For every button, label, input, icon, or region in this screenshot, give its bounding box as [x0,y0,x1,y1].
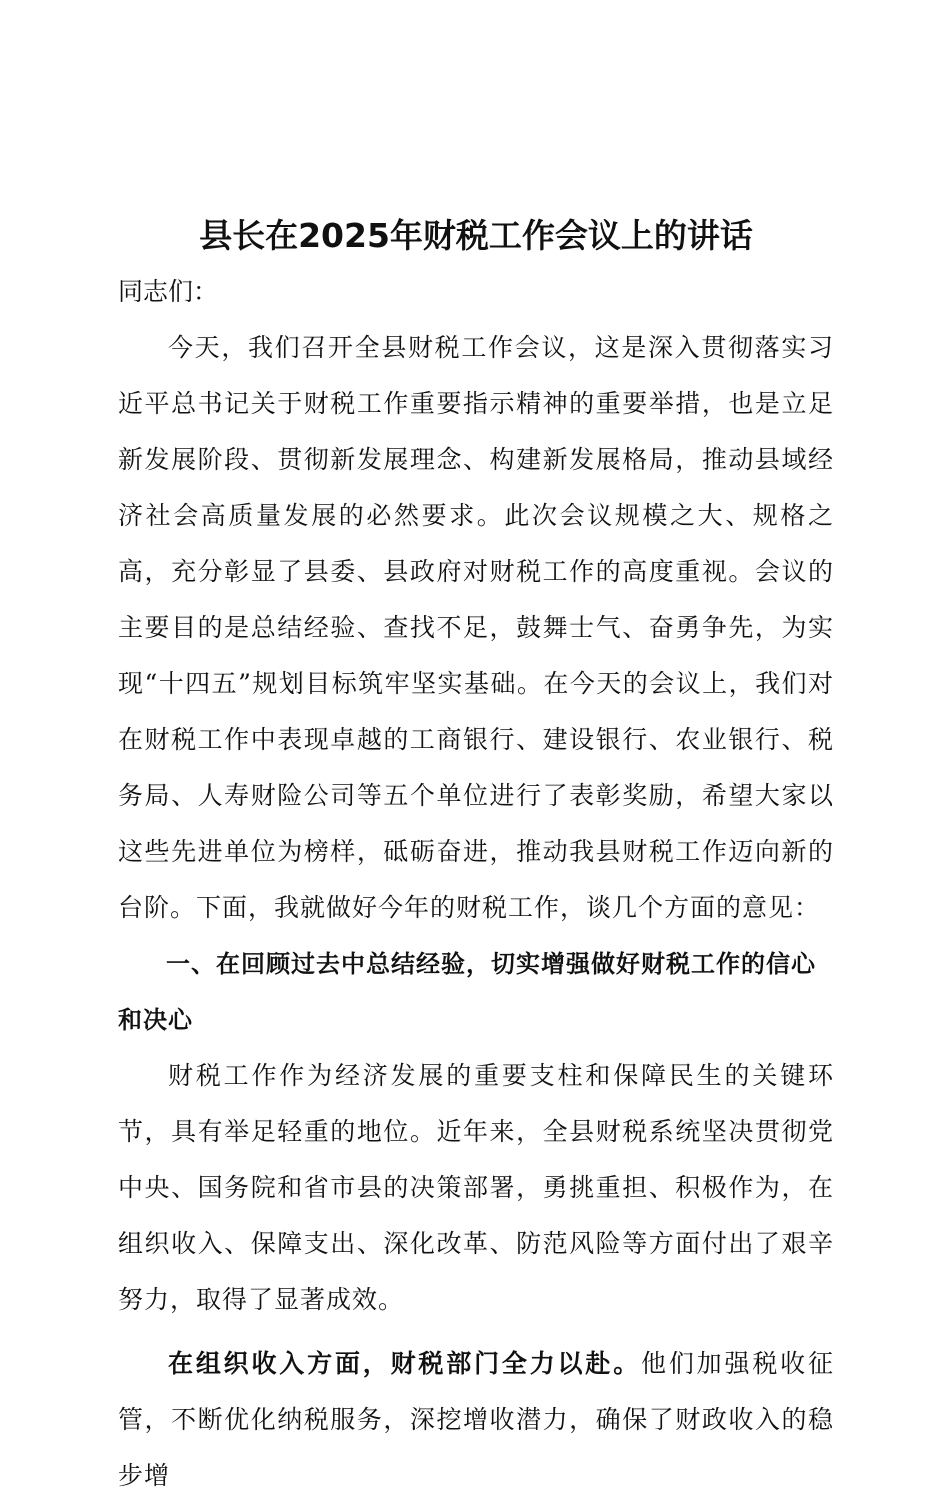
revenue-paragraph [118,1336,834,1504]
salutation: 同志们： [118,277,219,306]
section-1-paragraph: 财税工作作为经济发展的重要支柱和保障民生的关键环节，具有举足轻重的地位。近年来，全县财税系统坚决贯彻党中央、国务院和省市县的决策部署，勇挑重担、积极作为，在组织收入、保障支出、深化改革、防范风险等方面付出了艰辛努力，取得了显著成效。 [118,1061,834,1314]
revenue-lead-sentence: 在组织收入方面，财税部门全力以赴。 [168,1349,642,1378]
document-page [118,208,834,1504]
revenue-body-text: 他们加强税收征管，不断优化纳税服务，深挖增收潜力，确保了财政收入的稳步增 [118,1349,834,1490]
document-title: 县长在2025年财税工作会议上的讲话 [199,216,753,255]
intro-paragraph: 今天，我们召开全县财税工作会议，这是深入贯彻落实习近平总书记关于财税工作重要指示精神的重要举措，也是立足新发展阶段、贯彻新发展理念、构建新发展格局，推动县域经济社会高质量发展的必然要求。此次会议规模之大、规格之高，充分彰显了县委、县政府对财税工作的高度重视。会议的主要目的是总结经验、查找不足，鼓舞士气、奋勇争先，为实现“十四五”规划目标筑牢坚实基础。在今天的会议上，我们对在财税工作中表现卓越的工商银行、建设银行、农业银行、税务局、人寿财险公司等五个单位进行了表彰奖励，希望大家以这些先进单位为榜样，砥砺奋进，推动我县财税工作迈向新的台阶。下面，我就做好今年的财税工作，谈几个方面的意见： [118,333,834,922]
section-1-heading: 一、在回顾过去中总结经验，切实增强做好财税工作的信心和决心 [118,950,816,1034]
